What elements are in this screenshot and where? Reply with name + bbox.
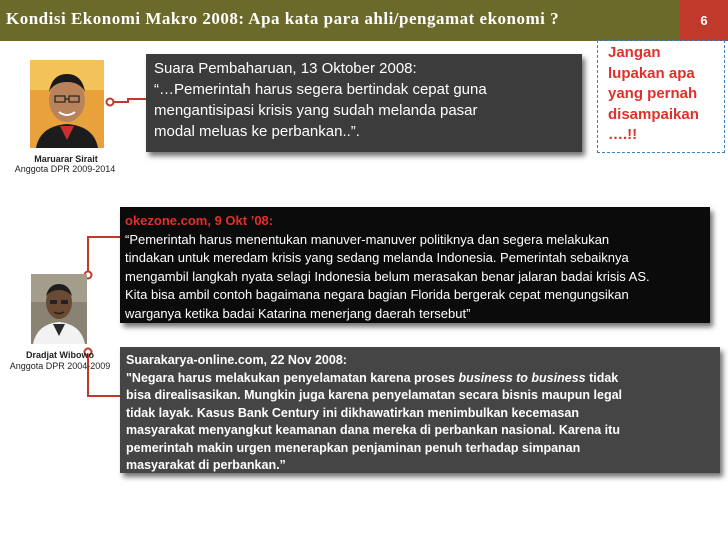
callout-line: disampaikan: [608, 105, 699, 123]
quote-line: masyarakat di perbankan.”: [126, 458, 286, 472]
quote-line: Suara Pembaharuan, 13 Oktober 2008:: [154, 60, 417, 77]
person-photo-1: [30, 60, 104, 148]
person-name-2: Dradjat Wibowo: [26, 350, 94, 360]
person-role-2: Anggota DPR 2004-2009: [9, 361, 111, 371]
quote-line: modal meluas ke perbankan..”.: [154, 123, 360, 140]
quote-line: tindakan untuk meredam krisis yang sedang melanda Indonesia. Pemerintah sebaiknya: [125, 250, 629, 265]
quote-line: bisa direalisasikan. Mungkin juga karena penyelamatan secara bisnis maupun legal: [126, 388, 623, 402]
quote-line: [126, 370, 720, 388]
quote-text: "Negara harus melakukan penyelamatan karena proses: [126, 370, 459, 385]
quote-line: mengantisipasi krisis yang sudah melanda pasar: [154, 102, 478, 119]
person-role-1: Anggota DPR 2009-2014: [14, 164, 116, 174]
quote-source: Suarakarya-online.com, 22 Nov 2008:: [126, 353, 347, 367]
quote-box-okezone: [120, 207, 710, 323]
quote-box-suarakarya: [120, 347, 720, 473]
person-name-1: Maruarar Sirait: [34, 154, 98, 164]
callout-line: Jangan: [608, 44, 661, 61]
page-title: Kondisi Ekonomi Makro 2008: Apa kata para ahli/pengamat ekonomi ?: [6, 9, 560, 28]
page-number: 6: [680, 0, 728, 41]
callout-line: ….!!: [608, 126, 638, 143]
quote-line: mengambil langkah nyata selagi Indonesia belum merasakan benar jalaran badai krisis AS.: [125, 268, 650, 284]
quote-line: masyarakat menyangkut keamanan dana mereka di perbankan nasional. Karena itu: [126, 423, 620, 437]
quote-line: “Pemerintah harus menentukan manuver-manuver politiknya dan segera melakukan: [125, 231, 610, 247]
quote-line: pemerintah makin urgen menerapkan penjaminan penuh terhadap simpanan: [126, 440, 581, 455]
callout-line: lupakan apa: [608, 64, 695, 82]
reminder-callout: [597, 40, 725, 153]
connector-line-2: [88, 237, 121, 275]
callout-line: yang pernah: [608, 85, 698, 102]
quote-source: okezone.com, 9 Okt ’08:: [125, 213, 274, 228]
connector-line-1: [110, 99, 146, 102]
connector-dot-1: [107, 99, 114, 106]
quote-line: “…Pemerintah harus segera bertindak cepat guna: [154, 81, 487, 98]
quote-line: warganya ketika badai Katarina menerjang daerah tersebut”: [125, 305, 471, 321]
quote-text: tidak: [585, 370, 619, 385]
person-photo-2: [31, 274, 87, 344]
quote-box-suara-pembaharuan: [146, 54, 582, 152]
quote-line: tidak layak. Kasus Bank Century ini dikhawatirkan menimbulkan kecemasan: [126, 405, 579, 420]
quote-italic-text: business to business: [458, 370, 586, 385]
quote-line: Kita bisa ambil contoh bagaimana negara bagian Florida bergerak cepat mengungsikan: [125, 287, 629, 302]
